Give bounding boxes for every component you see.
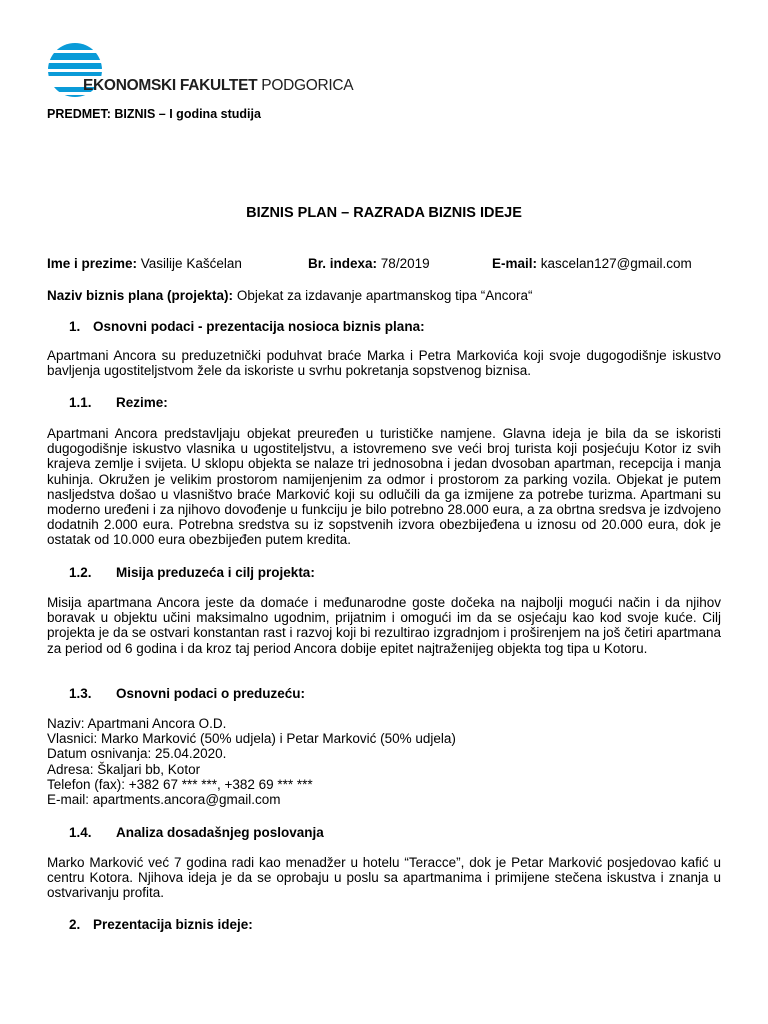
section-1-2-heading: 1.2. Misija preduzeća i cilj projekta:: [69, 565, 315, 580]
company-name: Naziv: Apartmani Ancora O.D.: [47, 716, 227, 731]
company-details: [47, 716, 456, 807]
section-1-text: Apartmani Ancora su preduzetnički poduhvat braće Marka i Petra Markovića koji svoje dugogodišnje iskustvo bavljenja ugostiteljstvom žele da iskoriste u svrhu pokretanja sopstvenog biznisa.: [47, 348, 721, 379]
student-index: Br. indexa: 78/2019: [308, 256, 430, 271]
section-1-2-text: Misija apartmana Ancora jeste da domaće i međunarodne goste dočeka na najbolji mogući način i da njihov boravak u objektu učini maksimalno ugodnim, prijatnim i omogući im da se osjećaju kao kod svoje kuće. Cilj projekta je da se ostvari konstantan rast i razvoj koji bi rezultirao izgradnjom i proširenjem na još četiri apartmana za period od 6 godina i da kroz taj period Ancora dobije epitet najtraženijeg objekta tog tipa u Kotoru.: [47, 595, 721, 656]
section-2-heading: 2. Prezentacija biznis ideje:: [69, 917, 253, 932]
logo-text: EKONOMSKI FAKULTET PODGORICA: [83, 77, 354, 94]
company-owners: Vlasnici: Marko Marković (50% udjela) i Petar Marković (50% udjela): [47, 731, 456, 747]
section-1-4-text: Marko Marković već 7 godina radi kao menadžer u hotelu “Teracce”, dok je Petar Marković posjedovao kafić u centru Kotora. Njihova ideja je da se oprobaju u poslu sa apartmanima i primijene stečena iskustva i znanja u ostvarivanju profita.: [47, 855, 721, 901]
company-address: Adresa: Škaljari bb, Kotor: [47, 761, 201, 777]
section-1-1-heading: 1.1. Rezime:: [69, 395, 168, 410]
student-name: Ime i prezime: Vasilije Kašćelan: [47, 256, 242, 271]
section-1-1-text: Apartmani Ancora predstavljaju objekat preuređen u turističke namjene. Glavna ideja je bila da se iskoristi dugogodišnje iskustvo vlasnika u ugostiteljstvu, a istovremeno sve veći broj turista koji posjećuju Kotor iz svih krajeva zemlje i svijeta. U sklopu objekta se nalaze tri jednosobna i jedan dvosoban apartman, recepcija i manja kuhinja. Okružen je velikim prostorom namijenjenim za odmor i prostorom za parking vozila. Objekat je putem nasljedstva došao u vlasništvo braće Marković koji su odlučili da ga izmijene za potrebe turizma. Apartmani su moderno uređeni i za njihovo dovođenje u funkciju je bilo potrebno 28.000 eura, a za obrtna sredsva je izdvojeno dodatnih 2.000 eura. Potrebna sredstva su iz sopstvenih izvora obezbijeđena u iznosu od 20.000 eura, dok je ostatak od 10.000 eura obezbijeđen putem kredita.: [47, 426, 721, 548]
section-1-3-heading: 1.3. Osnovni podaci o preduzeću:: [69, 686, 306, 701]
subject-line: PREDMET: BIZNIS – I godina studija: [47, 107, 261, 121]
company-phone: Telefon (fax): +382 67 *** ***, +382 69 *** ***: [47, 776, 313, 792]
company-email: E-mail: apartments.ancora@gmail.com: [47, 792, 281, 808]
section-1-4-heading: 1.4. Analiza dosadašnjeg poslovanja: [69, 825, 324, 840]
section-1-heading: 1. Osnovni podaci - prezentacija nosioca biznis plana:: [69, 319, 425, 334]
plan-name: Naziv biznis plana (projekta): Objekat za izdavanje apartmanskog tipa “Ancora“: [47, 288, 533, 303]
student-email: E-mail: kascelan127@gmail.com: [492, 256, 692, 271]
document-title: BIZNIS PLAN – RAZRADA BIZNIS IDEJE: [246, 205, 522, 221]
company-founded: Datum osnivanja: 25.04.2020.: [47, 746, 227, 762]
